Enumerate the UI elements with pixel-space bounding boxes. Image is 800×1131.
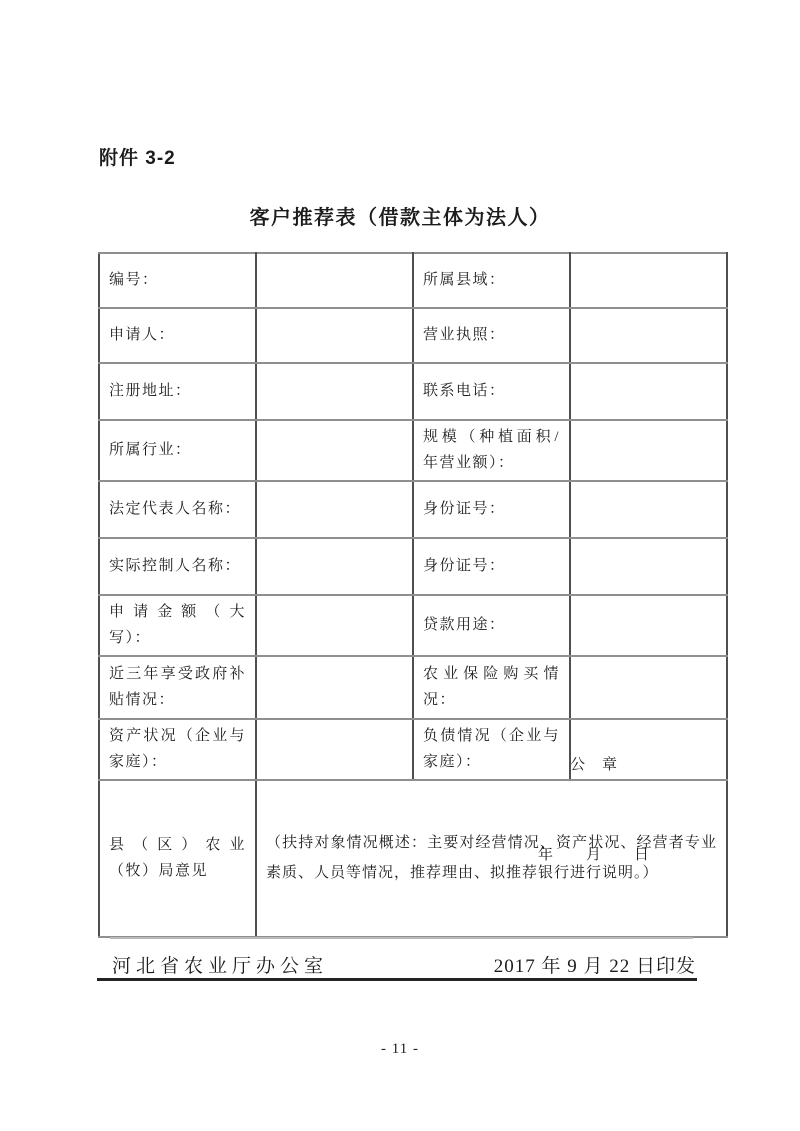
opinion-label: 县（区）农业（牧）局意见 [99,780,256,937]
field-value-cell [570,481,727,538]
table-row [99,595,727,656]
opinion-content-cell [256,757,727,937]
field-value-cell [256,308,413,363]
field-value-cell [570,308,727,363]
field-label: 实际控制人名称： [99,538,256,595]
seal-label: 公 章 [569,757,618,773]
table-row [99,420,727,481]
table-row [99,363,727,420]
field-value-cell [570,595,727,656]
field-label: 申请人： [99,308,256,363]
table-row [99,253,727,308]
field-label: 联系电话： [413,363,570,420]
field-label: 注册地址： [99,363,256,420]
field-label: 规模（种植面积/年营业额）： [413,420,570,481]
field-value-cell [570,538,727,595]
field-label: 身份证号： [413,538,570,595]
footer-divider-dark [97,978,697,981]
field-label: 编号： [99,253,256,308]
page-title: 客户推荐表（借款主体为法人） [249,207,551,229]
field-label: 负债情况（企业与家庭）： [413,719,570,780]
field-value-cell [570,363,727,420]
field-value-cell [256,420,413,481]
field-label: 农业保险购买情况： [413,656,570,719]
table-row [99,308,727,363]
field-label: 法定代表人名称： [99,481,256,538]
field-label: 贷款用途： [413,595,570,656]
footer-issue-date: 2017 年 9 月 22 日印发 [493,956,696,977]
footer-issuer: 河北省农业厅办公室 [112,956,329,977]
field-value-cell [570,253,727,308]
field-label: 所属行业： [99,420,256,481]
date-label: 年 月 日 [537,847,650,863]
field-value-cell [256,719,413,780]
field-label: 所属县域： [413,253,570,308]
field-value-cell [256,656,413,719]
field-label: 申请金额（大写）： [99,595,256,656]
opinion-row [99,780,727,937]
attachment-label: 附件 3-2 [99,148,176,169]
field-label: 营业执照： [413,308,570,363]
field-value-cell [570,420,727,481]
field-label: 资产状况（企业与家庭）： [99,719,256,780]
page-number: - 11 - [381,1041,419,1057]
recommendation-form-table [98,252,728,938]
field-value-cell [256,253,413,308]
table-row [99,538,727,595]
field-value-cell [256,595,413,656]
field-label: 近三年享受政府补贴情况： [99,656,256,719]
field-value-cell [256,538,413,595]
seal-and-date-block [538,690,650,930]
opinion-note: （扶持对象情况概述：主要对经营情况、资产状况、经营者专业素质、人员等情况，推荐理由、拟推荐银行进行说明。） [266,835,717,881]
field-value-cell [256,363,413,420]
field-label: 身份证号： [413,481,570,538]
field-value-cell [256,481,413,538]
table-row [99,481,727,538]
footer-divider-light [110,937,693,939]
